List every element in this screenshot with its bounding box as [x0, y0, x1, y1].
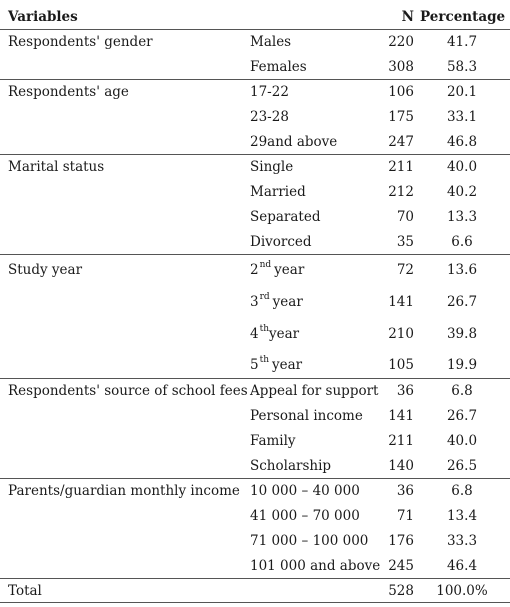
n-value: 245 [388, 558, 414, 574]
n-value: 210 [388, 326, 414, 342]
year-number: 4 [250, 326, 259, 342]
category-label: Females [250, 59, 307, 75]
category-label: Separated [250, 209, 321, 225]
percentage-value: 6.8 [451, 383, 473, 399]
group-rule [0, 378, 510, 379]
percentage-value: 40.0 [446, 433, 478, 449]
group-rule [0, 578, 510, 579]
category-label: 41 000 – 70 000 [250, 508, 360, 524]
percentage-value: 33.1 [446, 109, 478, 125]
n-value: 220 [388, 34, 414, 50]
percentage-value: 41.7 [446, 34, 478, 50]
n-value: 70 [396, 209, 414, 225]
n-value: 35 [396, 234, 414, 250]
n-value: 212 [388, 184, 414, 200]
header-percentage: Percentage [420, 9, 506, 25]
category-label: 23-28 [250, 109, 289, 125]
n-value: 176 [388, 533, 414, 549]
category-label: 71 000 – 100 000 [250, 533, 369, 549]
percentage-value: 46.4 [446, 558, 478, 574]
percentage-value: 40.0 [446, 159, 478, 175]
percentage-value: 26.7 [446, 408, 478, 424]
year-word: year [274, 262, 305, 278]
n-value: 140 [388, 458, 414, 474]
percentage-value: 26.7 [446, 294, 478, 310]
percentage-value: 6.8 [451, 483, 473, 499]
category-label: Single [250, 159, 294, 175]
n-value: 247 [388, 134, 414, 150]
n-value: 106 [388, 84, 414, 100]
n-value: 528 [388, 583, 414, 599]
n-value: 308 [388, 59, 414, 75]
category-label: Family [250, 433, 296, 449]
group-rule [0, 478, 510, 479]
ordinal-suffix: th [259, 355, 270, 365]
n-value: 36 [396, 483, 414, 499]
percentage-value: 26.5 [446, 458, 478, 474]
percentage-value: 39.8 [446, 326, 478, 342]
percentage-value: 13.3 [446, 209, 478, 225]
percentage-value: 46.8 [446, 134, 478, 150]
variable-label: Study year [8, 262, 83, 278]
group-rule [0, 79, 510, 80]
n-value: 72 [396, 262, 414, 278]
ordinal-suffix: nd [259, 260, 272, 270]
year-word: year [272, 294, 303, 310]
category-label [250, 326, 299, 344]
category-label: 10 000 – 40 000 [250, 483, 360, 499]
percentage-value: 58.3 [446, 59, 478, 75]
variable-label: Parents/guardian monthly income [8, 483, 240, 499]
variable-label: Respondents' age [8, 84, 129, 100]
category-label [250, 262, 304, 280]
variable-label: Marital status [8, 159, 105, 175]
variable-label: Respondents' gender [8, 34, 153, 50]
category-label: Divorced [250, 234, 312, 250]
percentage-value: 6.6 [451, 234, 473, 250]
n-value: 211 [388, 159, 414, 175]
year-number: 2 [250, 262, 259, 278]
category-label: 17-22 [250, 84, 289, 100]
percentage-value: 13.4 [446, 508, 478, 524]
variable-label: Total [8, 583, 42, 599]
year-number: 5 [250, 357, 259, 373]
percentage-value: 19.9 [446, 357, 478, 373]
percentage-value: 100.0% [436, 583, 488, 599]
category-label [250, 294, 303, 312]
n-value: 105 [388, 357, 414, 373]
category-label: Scholarship [250, 458, 332, 474]
year-word: year [272, 357, 303, 373]
variable-label: Respondents' source of school fees [8, 383, 248, 399]
percentage-value: 20.1 [446, 84, 478, 100]
bottom-rule [0, 602, 510, 603]
ordinal-suffix: rd [259, 292, 270, 302]
year-word: year [269, 326, 300, 342]
n-value: 71 [396, 508, 414, 524]
category-label: 101 000 and above [250, 558, 381, 574]
category-label: Personal income [250, 408, 363, 424]
n-value: 141 [388, 294, 414, 310]
n-value: 211 [388, 433, 414, 449]
category-label: Married [250, 184, 306, 200]
ordinal-suffix: th [259, 324, 270, 334]
percentage-value: 13.6 [446, 262, 478, 278]
year-number: 3 [250, 294, 259, 310]
percentage-value: 40.2 [446, 184, 478, 200]
category-label: Appeal for support [250, 383, 379, 399]
header-variables: Variables [8, 9, 78, 25]
header-rule [0, 29, 510, 30]
category-label: Males [250, 34, 292, 50]
n-value: 36 [396, 383, 414, 399]
group-rule [0, 154, 510, 155]
group-rule [0, 254, 510, 255]
category-label [250, 357, 302, 375]
category-label: 29and above [250, 134, 338, 150]
n-value: 175 [388, 109, 414, 125]
n-value: 141 [388, 408, 414, 424]
percentage-value: 33.3 [446, 533, 478, 549]
header-n: N [401, 9, 414, 25]
